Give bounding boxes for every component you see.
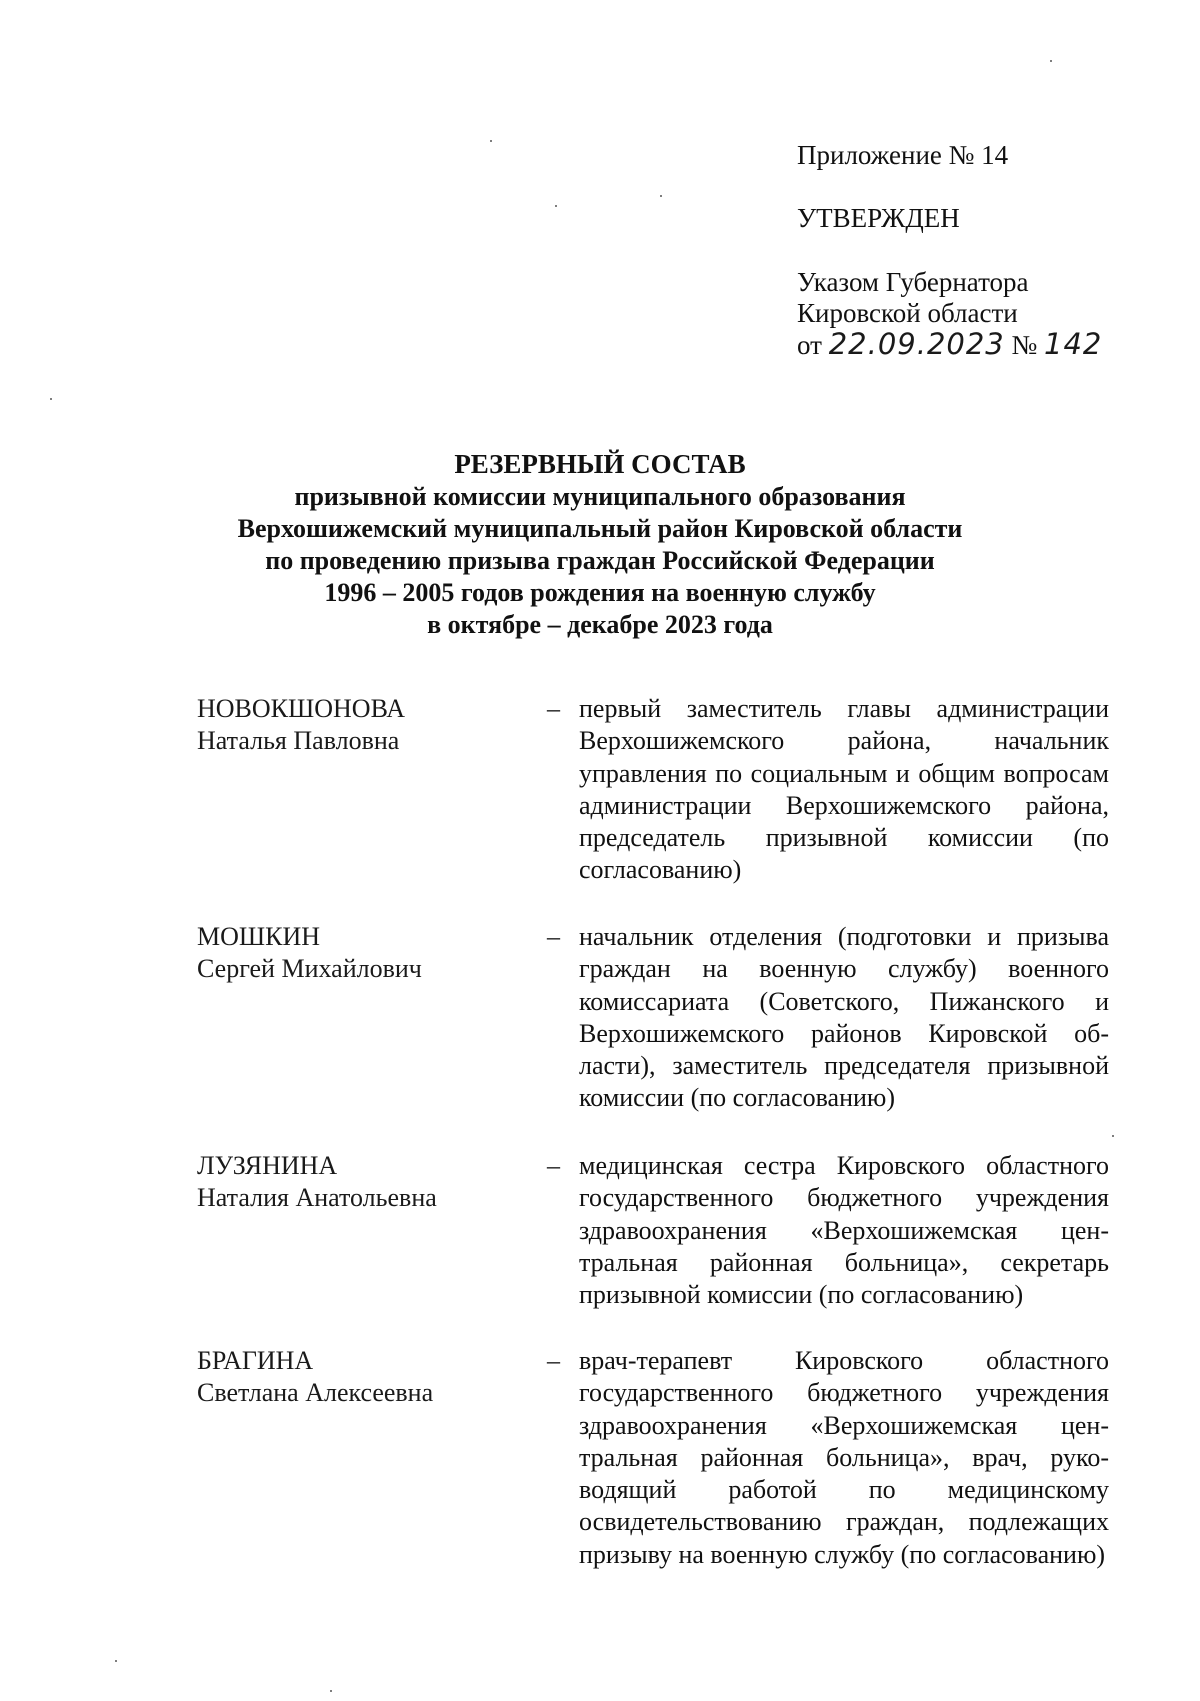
document-title xyxy=(160,447,1040,641)
member-name xyxy=(197,1345,527,1409)
scan-speck xyxy=(330,1690,332,1692)
member-dash: – xyxy=(547,1151,560,1180)
scan-speck xyxy=(50,398,52,400)
member-name xyxy=(197,693,527,757)
scan-speck xyxy=(115,1660,117,1662)
scan-speck xyxy=(490,140,492,142)
attachment-block xyxy=(797,140,1137,361)
decree-line-2: Кировской области xyxy=(797,298,1018,328)
member-dash: – xyxy=(547,694,560,723)
member-given-name: Наталья Павловна xyxy=(197,726,400,755)
handwritten-date: 22.09.2023 xyxy=(828,327,1005,361)
member-surname: НОВОКШОНОВА xyxy=(197,694,406,723)
member-given-name: Наталия Анатольевна xyxy=(197,1183,437,1212)
title-line-2: Верхошижемский муниципальный район Кировской области xyxy=(237,514,963,543)
decree-date-line xyxy=(797,329,1137,361)
member-surname: ЛУЗЯНИНА xyxy=(197,1151,338,1180)
member-name xyxy=(197,1150,527,1214)
member-name xyxy=(197,921,527,985)
member-surname: МОШКИН xyxy=(197,922,321,951)
member-role: первый заместитель главы администрации Верхошижемского района, начальник управления по социальным и общим вопросам администрации Верхошижемского района, председатель призывной комиссии (по согласованию) xyxy=(579,694,1109,885)
scan-speck xyxy=(660,195,662,197)
member-given-name: Светлана Алексеевна xyxy=(197,1378,434,1407)
title-line-3: по проведению призыва граждан Российской Федерации xyxy=(265,546,935,575)
scan-speck xyxy=(1112,1135,1114,1137)
member-role: врач-терапевт Кировского областного государственного бюджетного учреждения здравоохранения «Верхошижемская центральная районная больница», врач, руководящий работой по медицинскому освидетельствованию граждан, подлежащих призыву на военную службу (по согласованию) xyxy=(579,1346,1109,1569)
approved-label: УТВЕРЖДЕН xyxy=(797,203,960,233)
title-line-5: в октябре – декабре 2023 года xyxy=(427,610,773,639)
attachment-number: Приложение № 14 xyxy=(797,140,1009,170)
handwritten-number: 142 xyxy=(1044,327,1103,361)
title-line-1: призывной комиссии муниципального образования xyxy=(294,482,906,511)
member-given-name: Сергей Михайлович xyxy=(197,954,422,983)
date-prefix: от xyxy=(797,330,822,360)
member-surname: БРАГИНА xyxy=(197,1346,314,1375)
member-role: медицинская сестра Кировского областного государственного бюджетного учреждения здравоохранения «Верхошижемская центральная районная больница», секретарь призывной комиссии (по согласованию) xyxy=(579,1151,1109,1310)
scan-speck xyxy=(555,205,557,207)
title-main: РЕЗЕРВНЫЙ СОСТАВ xyxy=(454,449,746,479)
member-dash: – xyxy=(547,922,560,951)
title-line-4: 1996 – 2005 годов рождения на военную службу xyxy=(324,578,876,607)
decree-line-1: Указом Губернатора xyxy=(797,267,1029,297)
member-dash: – xyxy=(547,1346,560,1375)
scan-speck xyxy=(1050,60,1052,62)
number-prefix: № xyxy=(1011,330,1038,360)
member-role: начальник отделения (подготовки и призыва граждан на военную службу) военного комиссариата (Советского, Пижанского и Верхошижемского районов Кировской области), заместитель председателя призывной комиссии (по согласованию) xyxy=(579,922,1109,1113)
